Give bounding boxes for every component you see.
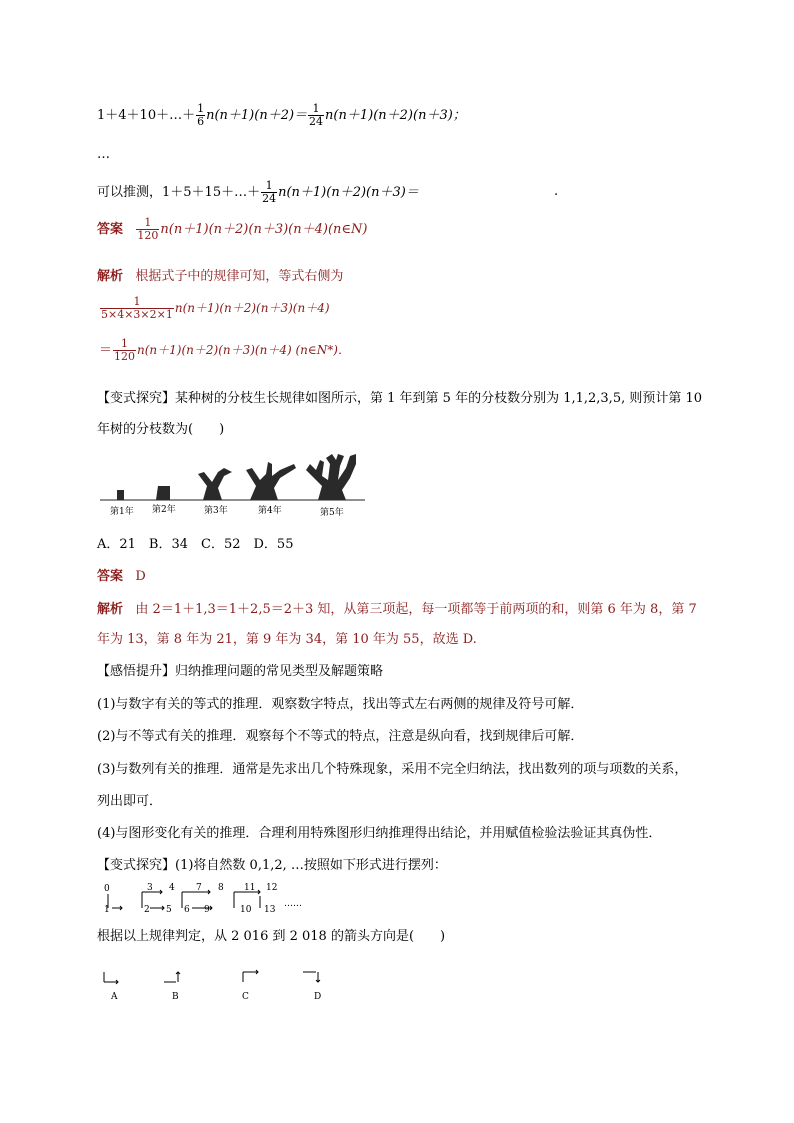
fraction-numerator: 1 xyxy=(261,180,277,193)
num-5: 5 xyxy=(166,905,172,915)
answer-1 xyxy=(97,217,367,242)
fraction-denominator: 5×4×3×2×1 xyxy=(101,308,173,321)
tree-year-2 xyxy=(156,486,170,500)
answer-expression: n(n＋1)(n＋2)(n＋3)(n＋4)(n∈N) xyxy=(160,222,368,237)
tree-year-4 xyxy=(246,462,296,500)
fraction-numerator: 1 xyxy=(197,102,205,115)
analysis-1-result xyxy=(99,338,350,363)
eq1-prefix: 1＋4＋10＋…＋ xyxy=(97,108,196,123)
num-6: 6 xyxy=(184,905,190,915)
fraction-numerator: 1 xyxy=(308,103,324,116)
fraction-numerator: 1 xyxy=(100,296,174,309)
tree-year-1 xyxy=(117,490,124,500)
num-7: 7 xyxy=(196,883,202,893)
tree-label-5: 第5年 xyxy=(320,508,344,518)
fraction xyxy=(100,296,174,321)
tree-label-4: 第4年 xyxy=(258,506,282,516)
num-9: 9 xyxy=(204,905,210,915)
conjecture-suffix: n(n＋1)(n＋2)(n＋3)＝ xyxy=(278,185,419,200)
question-1-options: A．21 B．34 C．52 D．55 xyxy=(97,537,294,552)
fraction xyxy=(113,338,136,363)
analysis-2-line-1 xyxy=(97,601,697,619)
ellipsis-line: … xyxy=(97,147,110,162)
analysis-text: 由 2＝1＋1,3＝1＋2,5＝2＋3 知，从第三项起，每一项都等于前两项的和，则第 6 年为 8，第 7 xyxy=(135,602,697,617)
insight-heading: 【感悟提升】归纳推理问题的常见类型及解题策略 xyxy=(97,664,384,679)
analysis-1-intro xyxy=(97,268,343,286)
fraction xyxy=(136,217,159,242)
strategy-2: (2)与不等式有关的推理．观察每个不等式的特点，注意是纵向看，找到规律后可解． xyxy=(97,729,584,744)
analysis-result-expression: n(n＋1)(n＋2)(n＋3)(n＋4) (n∈N*)． xyxy=(137,343,350,357)
num-2: 2 xyxy=(144,905,150,915)
num-0: 0 xyxy=(104,884,110,894)
continuation-dots: …… xyxy=(284,899,302,909)
answer-label: 答案 xyxy=(97,569,124,584)
equals-sign: ＝ xyxy=(99,343,113,358)
fraction-denominator: 24 xyxy=(309,115,324,128)
option-c-label: C xyxy=(242,992,249,1002)
number-arrow-pattern xyxy=(100,882,300,918)
blank-period: . xyxy=(554,184,559,199)
option-a-label: A xyxy=(111,992,118,1002)
num-1: 1 xyxy=(104,905,110,915)
analysis-label: 解析 xyxy=(97,602,124,617)
arrow-direction-options xyxy=(100,968,340,1004)
num-4: 4 xyxy=(169,883,175,893)
fraction xyxy=(261,180,277,205)
num-3: 3 xyxy=(147,883,153,893)
fraction-numerator: 1 xyxy=(136,217,159,230)
fraction xyxy=(308,103,324,128)
question-2-question: 根据以上规律判定，从 2 016 到 2 018 的箭头方向是( ) xyxy=(97,929,446,944)
fraction-denominator: 120 xyxy=(114,350,136,363)
num-10: 10 xyxy=(240,905,252,915)
conjecture-line xyxy=(97,180,419,205)
num-8: 8 xyxy=(218,883,224,893)
option-b-label: B xyxy=(172,992,179,1002)
strategy-3-line-2: 列出即可． xyxy=(97,794,163,809)
answer-label: 答案 xyxy=(97,222,124,237)
tree-year-5 xyxy=(306,454,356,500)
strategy-4: (4)与图形变化有关的推理．合理利用特殊图形归纳推理得出结论，并用赋值检验法验证其真伪性． xyxy=(97,826,662,841)
strategy-3-line-1: (3)与数列有关的推理．通常是先求出几个特殊现象，采用不完全归纳法，找出数列的项与项数的关系， xyxy=(97,762,688,777)
tree-label-1: 第1年 xyxy=(110,507,134,517)
strategy-1: (1)与数字有关的等式的推理．观察数字特点，找出等式左右两侧的规律及符号可解． xyxy=(97,697,584,712)
tree-label-2: 第2年 xyxy=(152,505,176,515)
option-d-label: D xyxy=(314,992,322,1002)
analysis-1-expression xyxy=(99,296,330,321)
num-11: 11 xyxy=(244,883,256,893)
analysis-text: 根据式子中的规律可知，等式右侧为 xyxy=(135,269,344,284)
answer-value: D xyxy=(135,569,146,584)
fraction xyxy=(196,103,205,128)
num-13: 13 xyxy=(264,905,276,915)
fraction-denominator: 24 xyxy=(262,192,277,205)
eq1-middle: n(n＋1)(n＋2)＝ xyxy=(206,108,308,123)
question-1-line-1: 【变式探究】某种树的分枝生长规律如图所示，第 1 年到第 5 年的分枝数分别为 1,1,2,3,5, 则预计第 10 xyxy=(97,391,703,406)
conjecture-prefix: 可以推测，1＋5＋15＋…＋ xyxy=(97,185,261,200)
analysis-2-line-2: 年为 13，第 8 年为 21，第 9 年为 34，第 10 年为 55，故选 D. xyxy=(97,632,477,647)
question-2-prompt: 【变式探究】(1)将自然数 0,1,2, …按照如下形式进行摆列： xyxy=(97,858,447,873)
num-12: 12 xyxy=(266,883,278,893)
equation-line-1 xyxy=(97,103,466,128)
answer-2 xyxy=(97,568,146,586)
question-1-line-2: 年树的分枝数为( ) xyxy=(97,422,225,437)
tree-year-3 xyxy=(198,468,232,500)
fraction-numerator: 1 xyxy=(113,338,136,351)
tree-label-3: 第3年 xyxy=(204,506,228,516)
analysis-label: 解析 xyxy=(97,269,124,284)
fraction-denominator: 120 xyxy=(137,229,159,242)
eq1-suffix: n(n＋1)(n＋2)(n＋3)； xyxy=(325,108,466,123)
analysis-expression: n(n＋1)(n＋2)(n＋3)(n＋4) xyxy=(174,301,330,315)
tree-growth-figure xyxy=(100,450,365,525)
fraction-denominator: 6 xyxy=(197,115,205,128)
